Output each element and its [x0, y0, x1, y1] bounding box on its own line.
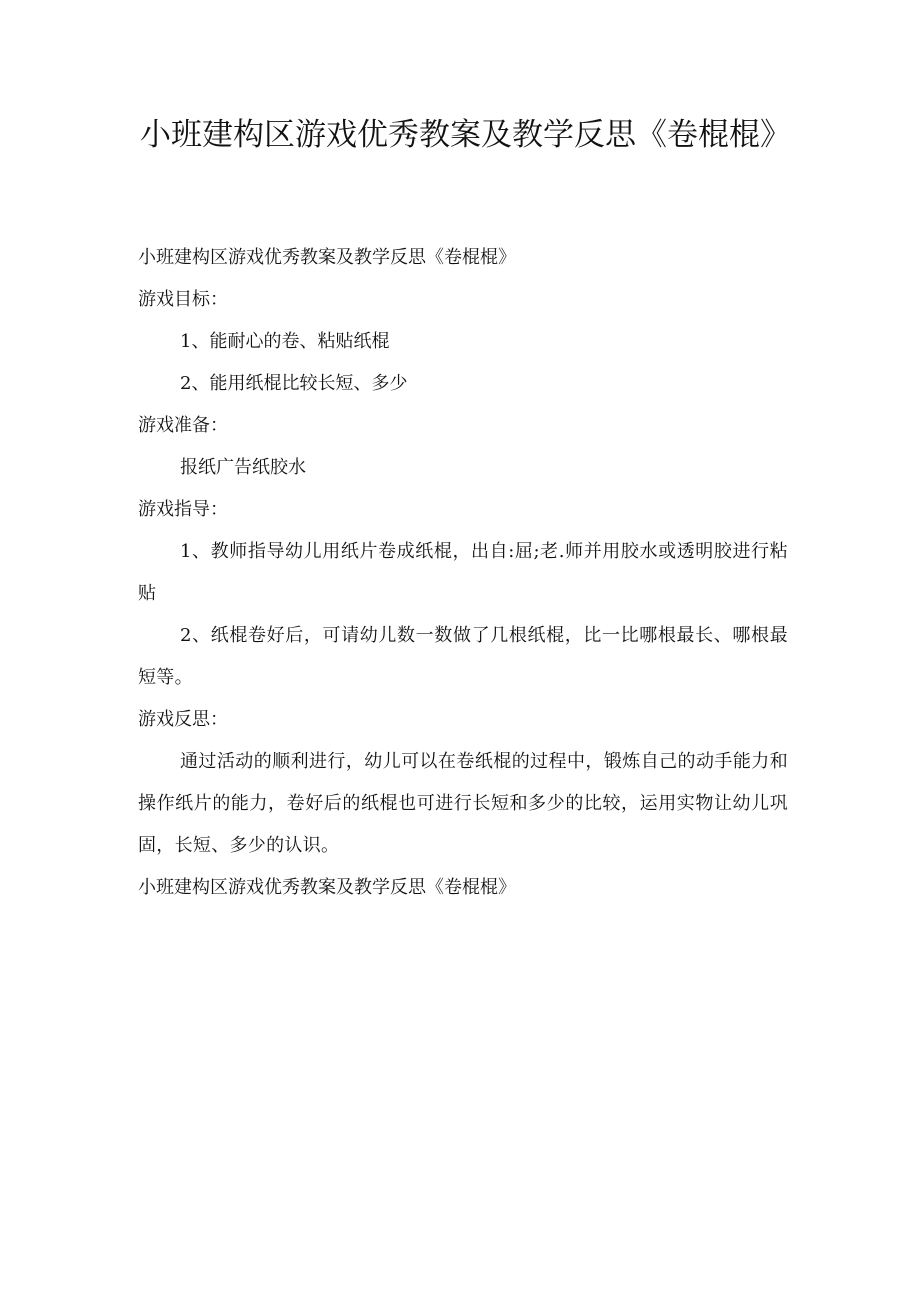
prep-heading: 游戏准备： — [138, 415, 228, 436]
footer-repeat-line: 小班建构区游戏优秀教案及教学反思《卷棍棍》 — [138, 877, 516, 898]
reflection-paragraph: 通过活动的顺利进行，幼儿可以在卷纸棍的过程中，锻炼自己的动手能力和操作纸片的能力，卷好后的纸棍也可进行长短和多少的比较，运用实物让幼儿巩固，长短、多少的认识。 — [138, 751, 788, 856]
document-body — [138, 237, 788, 909]
reflection-heading: 游戏反思： — [138, 709, 228, 730]
subtitle-line: 小班建构区游戏优秀教案及教学反思《卷棍棍》 — [138, 247, 516, 268]
goal-item-1: 1、能耐心的卷、粘贴纸棍 — [180, 331, 390, 352]
goal-item-2: 2、能用纸棍比较长短、多少 — [180, 373, 408, 394]
guide-paragraph-1: 1、教师指导幼儿用纸片卷成纸棍，出自:屈;老.师并用胶水或透明胶进行粘贴 — [138, 541, 788, 604]
guide-heading: 游戏指导： — [138, 499, 228, 520]
prep-items: 报纸广告纸胶水 — [180, 457, 306, 478]
document-title: 小班建构区游戏优秀教案及教学反思《卷棍棍》 — [140, 117, 791, 153]
guide-paragraph-2: 2、纸棍卷好后，可请幼儿数一数做了几根纸棍，比一比哪根最长、哪根最短等。 — [138, 625, 788, 688]
goals-heading: 游戏目标： — [138, 289, 228, 310]
